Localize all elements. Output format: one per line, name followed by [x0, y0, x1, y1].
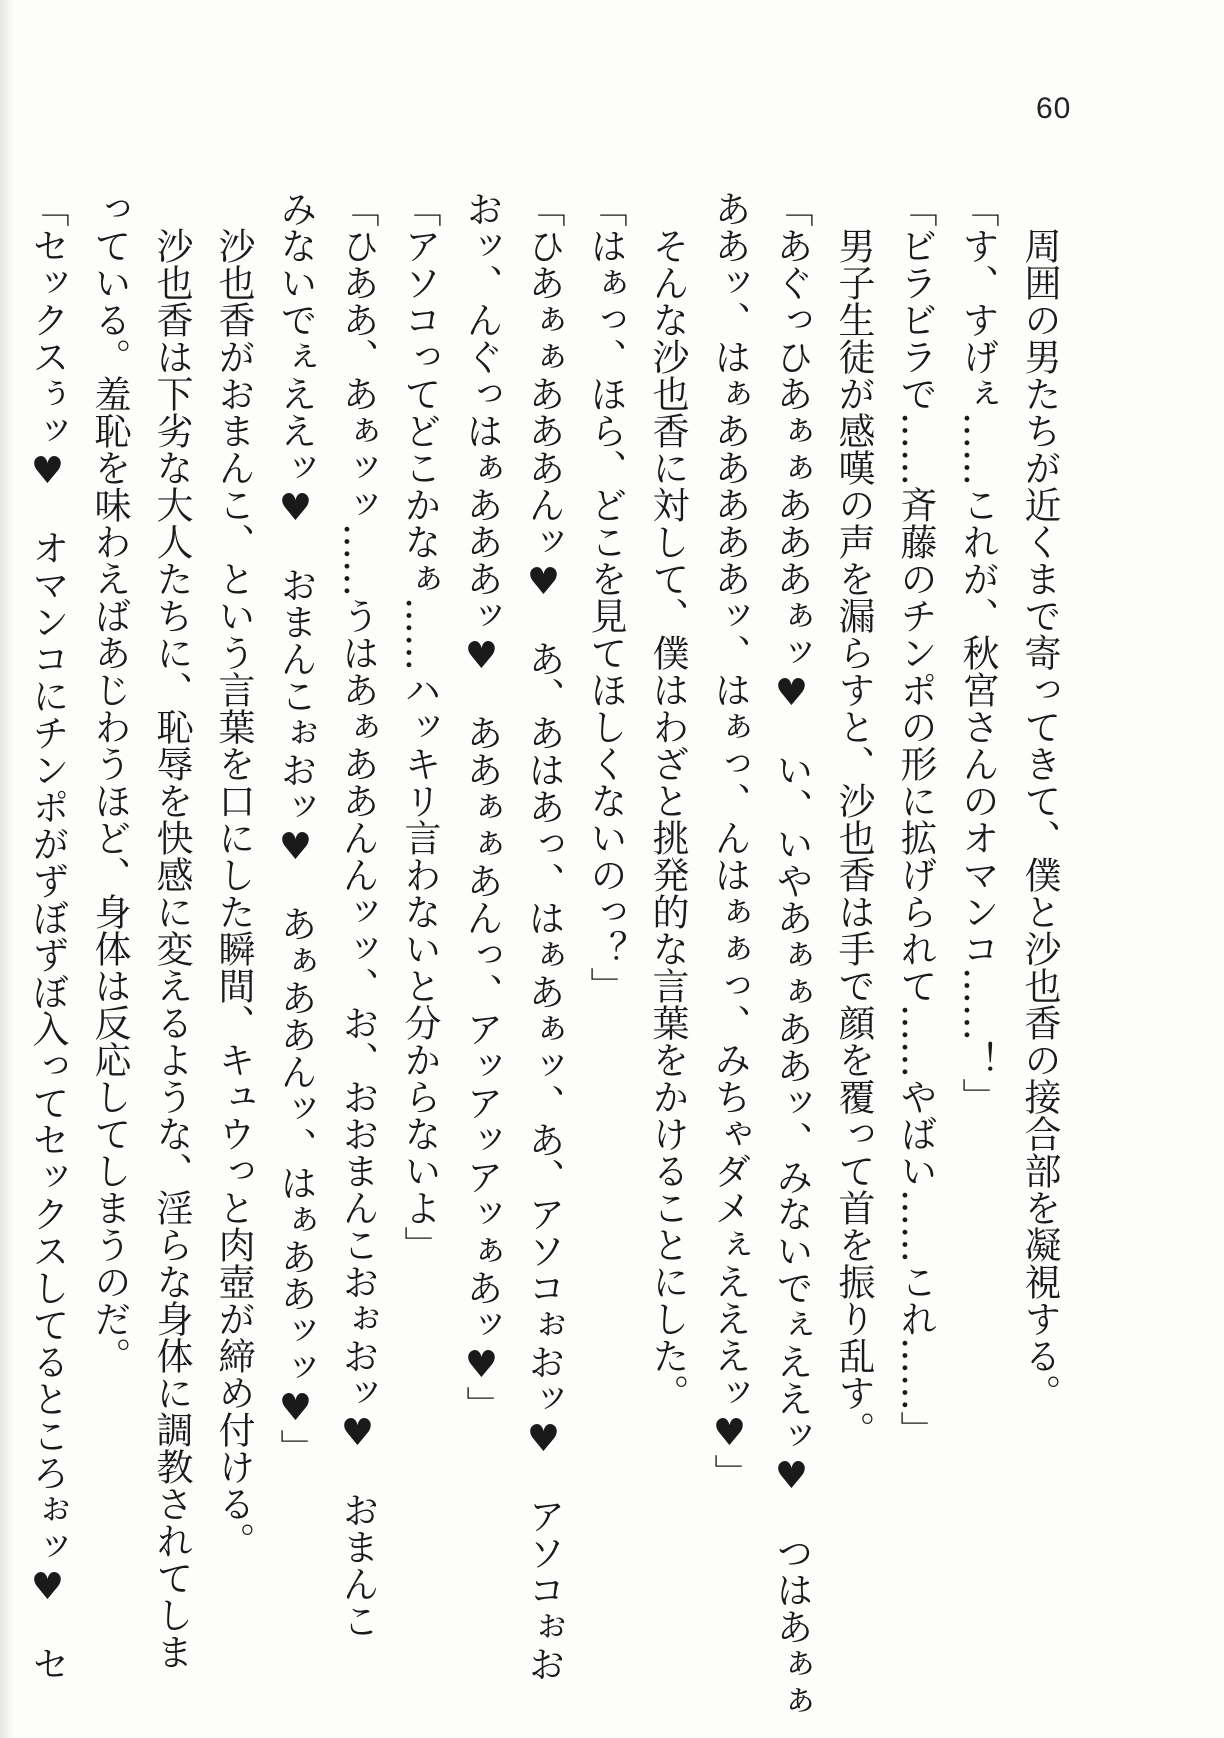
- text-line: 「はぁっ、ほら、どこを見てほしくないのっ？」: [584, 190, 627, 1004]
- text-line: ああッ、はぁあああああッ、はぁっ、んはぁぁっ、みちゃダメぇえええッ♥」: [708, 190, 751, 1491]
- text-line: 男子生徒が感嘆の声を漏らすと、沙也香は手で顔を覆って首を振り乱す。: [832, 190, 875, 1448]
- text-line: そんな沙也香に対して、僕はわざと挑発的な言葉をかけることにした。: [646, 190, 689, 1411]
- page-edge-shadow: [0, 0, 14, 1738]
- text-line: 「ビラビラで……斉藤のチンポの形に拡げられて……やばい……これ……」: [894, 190, 937, 1448]
- text-line: 「ひああ、あぁッッ……うはあぁああんんッッ、お、おおまんこおぉおッ♥ おまんこ: [336, 190, 379, 1639]
- text-line: 「アソコってどこかなぁ……ハッキリ言わないと分からないよ」: [398, 190, 441, 1263]
- text-line: 沙也香は下劣な大人たちに、恥辱を快感に変えるような、淫らな身体に調教されてしま: [150, 190, 193, 1670]
- text-line: 「セックスぅッ♥ オマンコにチンポがずぼずぼ入ってセックスしてるところぉッ♥ セ: [26, 190, 69, 1682]
- page-number: 60: [1036, 92, 1072, 125]
- text-line: 周囲の男たちが近くまで寄ってきて、僕と沙也香の接合部を凝視する。: [1018, 190, 1061, 1411]
- text-line: 「ひあぁぁあああんッ♥ あ、あはあっ、はぁあぁッ、あ、アソコぉおッ♥ アソコぉお: [522, 190, 565, 1682]
- vertical-text-body: [16, 190, 1070, 1719]
- text-line: 「あぐっひあぁぁあああぁッ♥ い、いやあぁぁああッ、みないでぇええッ♥ つはあぁぁ: [770, 190, 813, 1719]
- text-line: おッ、んぐっはぁあああッ♥ ああぁぁあんっ、アッアッアッぁあッ♥」: [460, 190, 503, 1423]
- text-line: 「す、すげぇ……これが、秋宮さんのオマンコ……！」: [956, 190, 999, 1115]
- text-line: 沙也香がおまんこ、という言葉を口にした瞬間、キュウっと肉壺が締め付ける。: [212, 190, 255, 1559]
- text-line: っている。羞恥を味わえばあじわうほど、身体は反応してしまうのだ。: [88, 190, 131, 1374]
- text-line: みないでぇええッ♥ おまんこぉおッ♥ あぁああんッ、はぁああッッ♥」: [274, 190, 317, 1466]
